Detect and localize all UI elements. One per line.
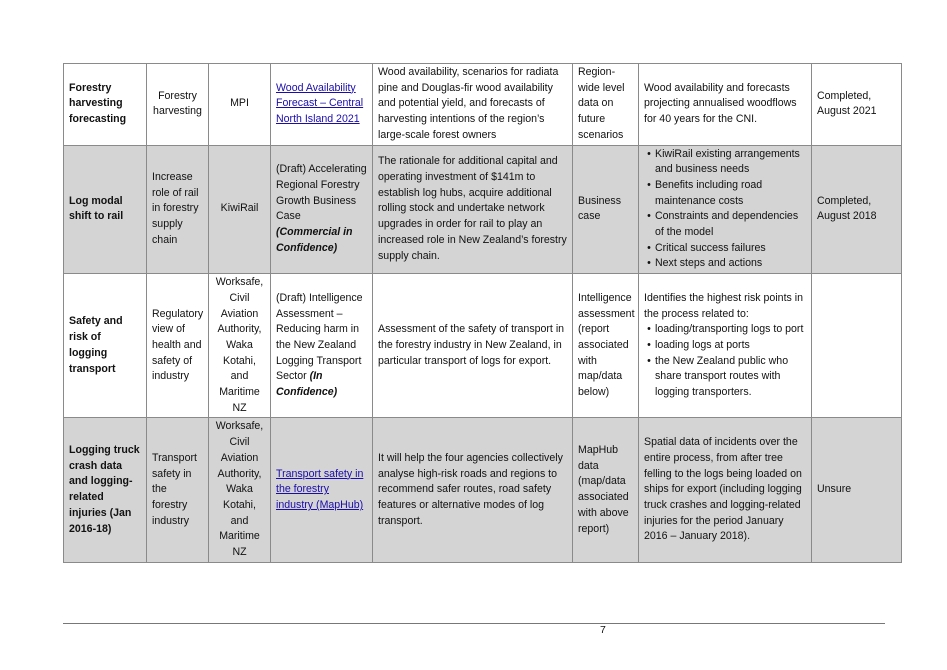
bullet-icon: • [647, 354, 651, 367]
data-type-cell: Region-wide level data on future scenarios [573, 64, 639, 146]
content-bullet-list [644, 322, 806, 401]
list-item: • Benefits including road maintenance costs [655, 178, 806, 209]
table-row [64, 274, 902, 418]
bullet-icon: • [647, 338, 651, 351]
agency-cell: KiwiRail [209, 145, 271, 274]
footer-divider [63, 623, 885, 624]
table-row [64, 145, 902, 274]
bullet-icon: • [647, 241, 651, 254]
bullet-icon: • [647, 147, 651, 160]
list-item: • KiwiRail existing arrangements and business needs [655, 147, 806, 178]
document-title: (Draft) Intelligence Assessment – Reducing harm in the New Zealand Logging Transport Sector [276, 291, 363, 383]
list-item: • Constraints and dependencies of the model [655, 209, 806, 240]
document-cell [271, 274, 373, 418]
agency-cell: MPI [209, 64, 271, 146]
activity-cell: Log modal shift to rail [64, 145, 147, 274]
table-row [64, 64, 902, 146]
category-cell: Regulatory view of health and safety of industry [147, 274, 209, 418]
status-cell: Unsure [812, 418, 902, 562]
list-item: • Next steps and actions [655, 256, 806, 272]
confidentiality-note: (In Confidence) [276, 370, 338, 399]
list-item: • loading logs at ports [655, 338, 806, 354]
bullet-icon: • [647, 323, 651, 336]
document-link[interactable]: Transport safety in the forestry industry (MapHub) [276, 467, 364, 511]
document-cell [271, 145, 373, 274]
bullet-icon: • [647, 210, 651, 223]
table-row [64, 418, 902, 562]
bullet-icon: • [647, 257, 651, 270]
document-cell [271, 64, 373, 146]
content-bullet-list [644, 147, 806, 273]
activity-cell: Forestry harvesting forecasting [64, 64, 147, 146]
category-cell: Increase role of rail in forestry supply chain [147, 145, 209, 274]
content-cell: Spatial data of incidents over the entire process, from after tree felling to the logs being loaded on ships for export (including logging truck crashes and logging-related injuries for the period January 2016 – January 2018). [639, 418, 812, 562]
category-cell: Transport safety in the forestry industry [147, 418, 209, 562]
document-cell [271, 418, 373, 562]
list-item: • the New Zealand public who share transport routes with logging transporters. [655, 354, 806, 401]
activity-cell: Logging truck crash data and logging-related injuries (Jan 2016-18) [64, 418, 147, 562]
agency-cell: Worksafe, Civil Aviation Authority, Waka Kotahi, and Maritime NZ [209, 418, 271, 562]
data-sources-table [63, 63, 902, 563]
category-cell: Forestry harvesting [147, 64, 209, 146]
content-cell [639, 145, 812, 274]
content-intro: Identifies the highest risk points in the process related to: [644, 291, 803, 320]
data-type-cell: MapHub data (map/data associated with above report) [573, 418, 639, 562]
content-cell: Wood availability and forecasts projecting annualised woodflows for 40 years for the CNI. [639, 64, 812, 146]
content-cell [639, 274, 812, 418]
document-title: (Draft) Accelerating Regional Forestry Growth Business Case [276, 163, 367, 223]
status-cell: Completed, August 2021 [812, 64, 902, 146]
confidentiality-note: (Commercial in Confidence) [276, 226, 353, 254]
description-cell: The rationale for additional capital and operating investment of $141m to establish log hubs, acquire additional rolling stock and undertake network upgrades in order for rail to play an increased role in New Zealand’s forestry supply chain. [373, 145, 573, 274]
list-item: • loading/transporting logs to port [655, 322, 806, 338]
list-item: • Critical success failures [655, 241, 806, 257]
description-cell: Assessment of the safety of transport in the forestry industry in New Zealand, in particular transport of logs for export. [373, 274, 573, 418]
data-type-cell: Business case [573, 145, 639, 274]
status-cell: Completed, August 2018 [812, 145, 902, 274]
page-number: 7 [600, 624, 606, 636]
agency-cell: Worksafe, Civil Aviation Authority, Waka Kotahi, and Maritime NZ [209, 274, 271, 418]
description-cell: It will help the four agencies collectively analyse high-risk roads and regions to recommend safer routes, road safety features or alternative modes of log transport. [373, 418, 573, 562]
status-cell [812, 274, 902, 418]
bullet-icon: • [647, 178, 651, 191]
description-cell: Wood availability, scenarios for radiata pine and Douglas-fir wood availability and potential yield, and forecasts of harvesting intentions of the region’s large-scale forest owners [373, 64, 573, 146]
data-type-cell: Intelligence assessment (report associated with map/data below) [573, 274, 639, 418]
document-link[interactable]: Wood Availability Forecast – Central North Island 2021 [276, 81, 364, 126]
activity-cell: Safety and risk of logging transport [64, 274, 147, 418]
